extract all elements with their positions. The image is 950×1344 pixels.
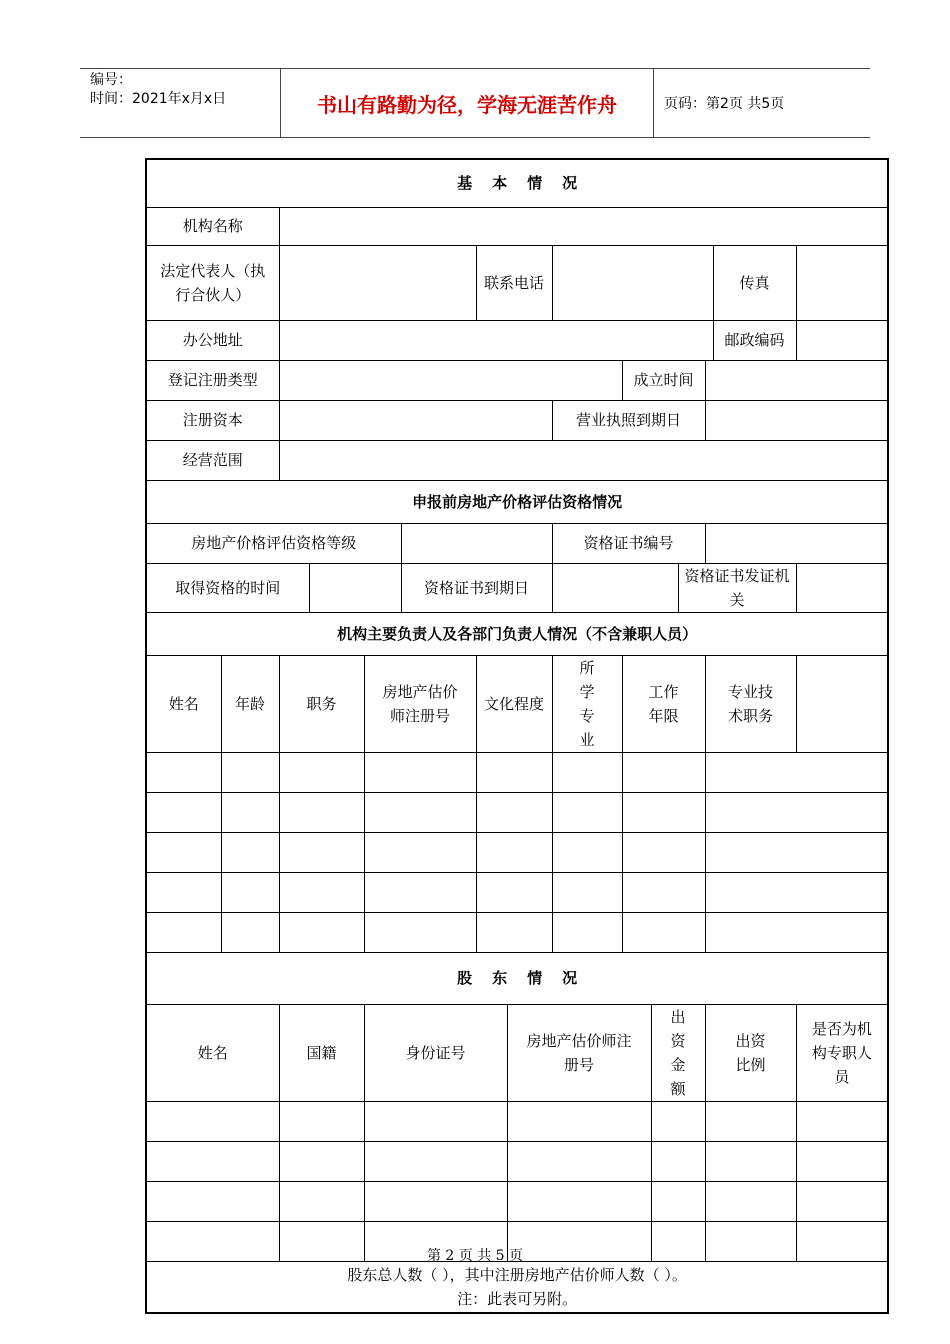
table-row: [146, 1181, 888, 1221]
address-label: 办公地址: [146, 320, 279, 360]
section-shareholders-title: 股东情况: [146, 952, 888, 1004]
capital-field[interactable]: [279, 400, 552, 440]
page-header: [80, 68, 870, 138]
table-row: [146, 752, 888, 792]
section-basic-title: 基本情况: [146, 159, 888, 207]
cert-expiry-label: 资格证书到期日: [401, 563, 552, 612]
header-meta: [80, 69, 280, 137]
sh-col-reg-no: 房地产估价师注册号: [507, 1004, 651, 1101]
fax-field[interactable]: [796, 245, 888, 320]
postcode-label: 邮政编码: [713, 320, 796, 360]
obtained-field[interactable]: [309, 563, 401, 612]
sh-col-nationality: 国籍: [279, 1004, 364, 1101]
legal-rep-label: 法定代表人（执行合伙人）: [146, 245, 279, 320]
time-label: 时间：2021年x月x日: [90, 91, 227, 107]
section-qualification-title: 申报前房地产价格评估资格情况: [146, 480, 888, 523]
mgr-col-education: 文化程度: [476, 655, 552, 752]
org-name-field[interactable]: [279, 207, 888, 245]
issuer-label: 资格证书发证机关: [678, 563, 796, 612]
table-row: [146, 1101, 888, 1141]
table-row: [146, 912, 888, 952]
license-expiry-field[interactable]: [705, 400, 888, 440]
sh-col-id: 身份证号: [364, 1004, 507, 1101]
mgr-col-major: 所学专业: [552, 655, 622, 752]
header-motto: 书山有路勤为径，学海无涯苦作舟: [280, 69, 654, 137]
cert-expiry-field[interactable]: [552, 563, 678, 612]
shareholder-total-note: 股东总人数（ ），其中注册房地产估价师人数（ ）。: [347, 1265, 687, 1284]
qual-level-field[interactable]: [401, 523, 552, 563]
reg-type-label: 登记注册类型: [146, 360, 279, 400]
mgr-col-title: 专业技术职务: [705, 655, 796, 752]
cert-no-field[interactable]: [705, 523, 888, 563]
table-row: [146, 832, 888, 872]
shareholder-notes: [146, 1261, 888, 1313]
address-field[interactable]: [279, 320, 713, 360]
table-row: [146, 792, 888, 832]
registration-form: [145, 158, 889, 1314]
issuer-field[interactable]: [796, 563, 888, 612]
fax-label: 传真: [713, 245, 796, 320]
founded-field[interactable]: [705, 360, 888, 400]
mgr-col-reg-no: 房地产估价师注册号: [364, 655, 476, 752]
phone-label: 联系电话: [476, 245, 552, 320]
license-expiry-label: 营业执照到期日: [552, 400, 705, 440]
phone-field[interactable]: [552, 245, 713, 320]
cert-no-label: 资格证书编号: [552, 523, 705, 563]
sh-col-fulltime: 是否为机构专职人员: [796, 1004, 888, 1101]
page-footer: 第 2 页 共 5 页: [426, 1248, 524, 1264]
table-row: [146, 872, 888, 912]
attach-note: 注：此表可另附。: [457, 1289, 578, 1308]
sh-col-name: 姓名: [146, 1004, 279, 1101]
sh-col-ratio: 出资比例: [705, 1004, 796, 1101]
section-managers-title: 机构主要负责人及各部门负责人情况（不含兼职人员）: [146, 612, 888, 655]
scope-label: 经营范围: [146, 440, 279, 480]
obtained-label: 取得资格的时间: [146, 563, 309, 612]
header-page-label: 页码：第2页 共5页: [664, 96, 785, 112]
org-name-label: 机构名称: [146, 207, 279, 245]
mgr-col-name: 姓名: [146, 655, 221, 752]
code-label: 编号：: [90, 72, 132, 88]
capital-label: 注册资本: [146, 400, 279, 440]
legal-rep-field[interactable]: [279, 245, 476, 320]
postcode-field[interactable]: [796, 320, 888, 360]
mgr-col-spacer: [796, 655, 888, 752]
mgr-col-position: 职务: [279, 655, 364, 752]
mgr-col-age: 年龄: [221, 655, 279, 752]
reg-type-field[interactable]: [279, 360, 622, 400]
sh-col-amount: 出资金额: [651, 1004, 705, 1101]
founded-label: 成立时间: [622, 360, 705, 400]
mgr-col-years: 工作年限: [622, 655, 705, 752]
table-row: [146, 1141, 888, 1181]
scope-field[interactable]: [279, 440, 888, 480]
qual-level-label: 房地产价格评估资格等级: [146, 523, 401, 563]
